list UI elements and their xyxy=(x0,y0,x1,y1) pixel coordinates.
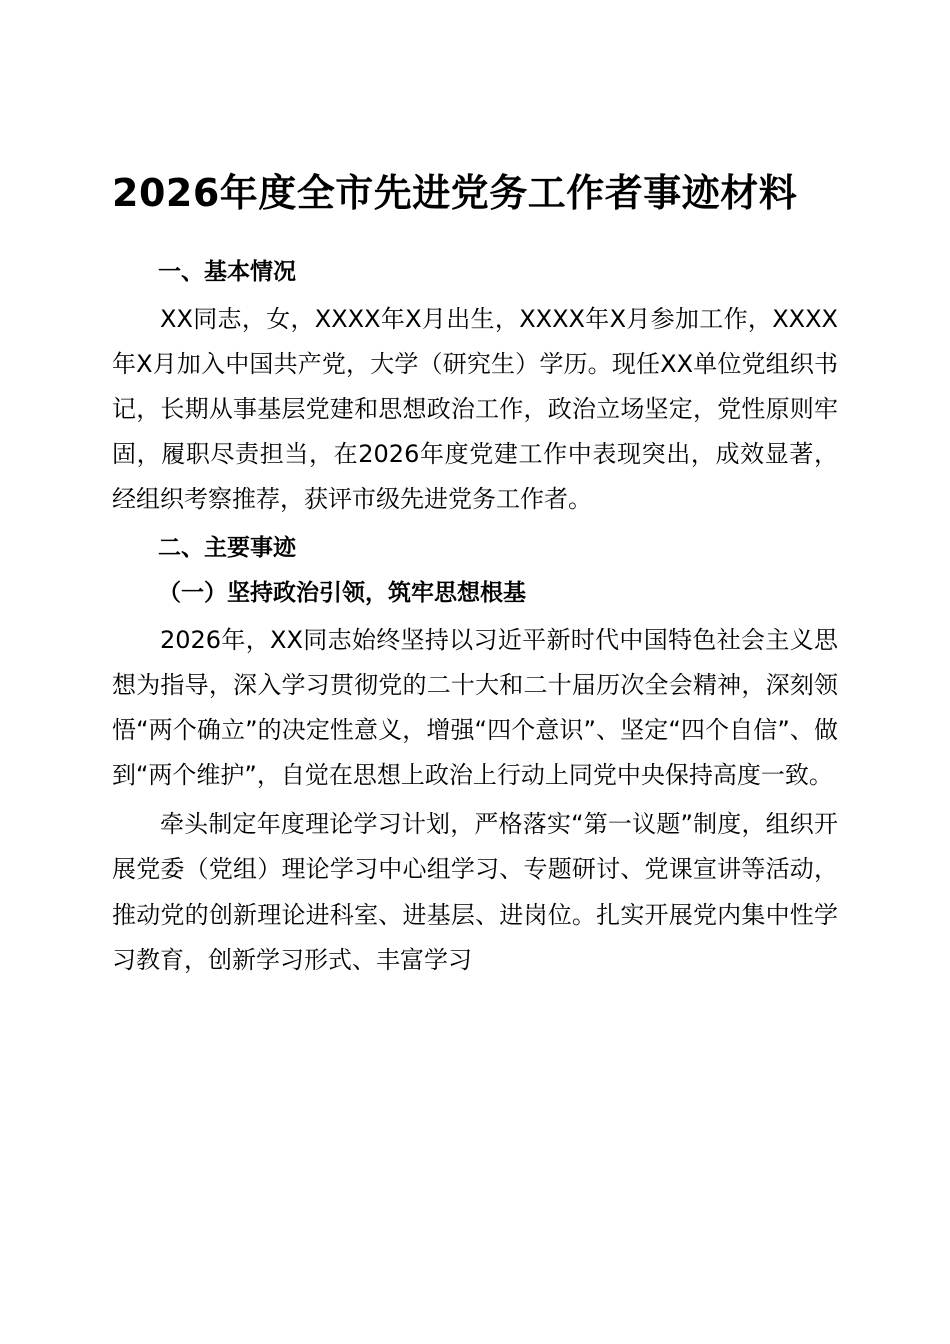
subsection-heading-political-guidance: （一）坚持政治引领，筑牢思想根基 xyxy=(158,580,526,607)
section-heading-main-deeds: 二、主要事迹 xyxy=(158,534,296,561)
paragraph-basic-info: XX同志，女，XXXX年X月出生，XXXX年X月参加工作，XXXX年X月加入中国共产党，大学（研究生）学历。现任XX单位党组织书记，长期从事基层党建和思想政治工作，政治立场坚定，党性原则牢固，履职尽责担当，在2026年度党建工作中表现突出，成效显著，经组织考察推荐，获评市级先进党务工作者。 xyxy=(112,304,838,514)
section-heading-basic-info: 一、基本情况 xyxy=(158,259,296,286)
paragraph-political-guidance-1: 2026年，XX同志始终坚持以习近平新时代中国特色社会主义思想为指导，深入学习贯彻党的二十大和二十届历次全会精神，深刻领悟“两个确立”的决定性意义，增强“四个意识”、坚定“四个自信”、做到“两个维护”，自觉在思想上政治上行动上同党中央保持高度一致。 xyxy=(112,625,838,790)
paragraph-political-guidance-2: 牵头制定年度理论学习计划，严格落实“第一议题”制度，组织开展党委（党组）理论学习中心组学习、专题研讨、党课宣讲等活动，推动党的创新理论进科室、进基层、进岗位。扎实开展党内集中性学习教育，创新学习形式、丰富学习 xyxy=(112,810,838,974)
page-title: 2026年度全市先进党务工作者事迹材料 xyxy=(112,171,798,215)
